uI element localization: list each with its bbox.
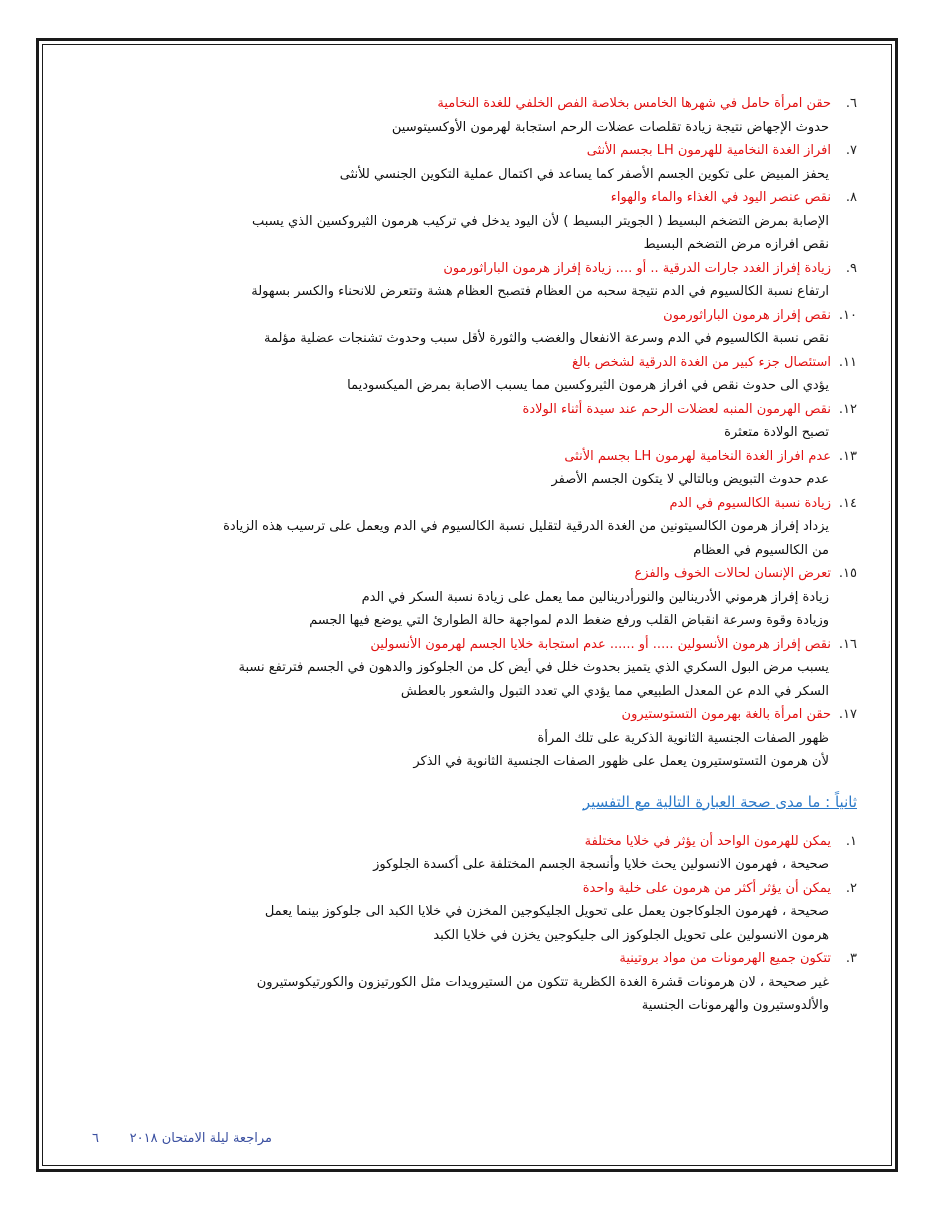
item-question — [92, 139, 857, 163]
answer-line: الإصابة بمرض التضخم البسيط ( الجويتر البسيط ) لأن اليود يدخل في تركيب هرمون الثيروكسين الذي يسبب — [251, 213, 829, 229]
item-question-text: زيادة نسبة الكالسيوم في الدم — [669, 495, 831, 511]
page-footer — [92, 1131, 432, 1151]
answer-line: حدوث الإجهاض نتيجة زيادة تقلصات عضلات الرحم استجابة لهرمون الأوكسيتوسين — [391, 119, 829, 135]
answer-line: يزداد إفراز هرمون الكالسيتونين من الغدة الدرقية لتقليل نسبة الكالسيوم في الدم ويعمل على ترسيب هذه الزيادة — [223, 519, 829, 534]
item-number: ٧. — [845, 143, 857, 158]
list-item — [92, 830, 857, 877]
item-question-text: زيادة إفراز الغدد جارات الدرقية .. أو .... زيادة إفراز هرمون الباراثورمون — [443, 260, 831, 276]
item-answer — [92, 327, 857, 351]
item-question-text: عدم افراز الغدة النخامية لهرمون LH بجسم الأنثى — [564, 448, 831, 464]
item-number: ٦. — [845, 96, 857, 111]
item-number: ١٦. — [838, 636, 857, 652]
item-number: ٣. — [845, 951, 857, 966]
item-answer — [92, 727, 857, 774]
item-number: ١٠. — [838, 307, 857, 323]
item-question — [92, 92, 857, 116]
answer-line: صحيحة ، فهرمون الجلوكاجون يعمل على تحويل الجليكوجين المخزن في خلايا الكبد الى جلوكوز بينما يعمل — [264, 904, 829, 919]
list-item — [92, 492, 857, 563]
list-item — [92, 186, 857, 257]
item-answer — [92, 971, 857, 1018]
item-question — [92, 633, 857, 657]
list-item — [92, 947, 857, 1018]
item-question-text: نقص عنصر اليود في الغذاء والماء والهواء — [610, 190, 831, 205]
item-question — [92, 492, 857, 516]
item-number: ١١. — [838, 354, 857, 370]
list-item — [92, 445, 857, 492]
item-question-text: حقن امرأة حامل في شهرها الخامس بخلاصة الفص الخلفي للغدة النخامية — [437, 96, 831, 111]
item-answer — [92, 421, 857, 445]
item-number: ٢. — [845, 880, 857, 896]
list-item — [92, 703, 857, 774]
answer-line: هرمون الانسولين على تحويل الجلوكوز الى جليكوجين يخزن في خلايا الكبد — [433, 927, 829, 943]
item-question-text: تعرض الإنسان لحالات الخوف والفزع — [634, 566, 831, 581]
answer-line: تصبح الولادة متعثرة — [724, 425, 829, 440]
section-heading-text: ثانياً : ما مدى صحة العبارة التالية مع التفسير — [582, 792, 857, 811]
item-question — [92, 877, 857, 901]
list-item — [92, 92, 857, 139]
item-answer — [92, 468, 857, 492]
item-answer — [92, 900, 857, 947]
item-answer — [92, 163, 857, 187]
answer-line: ظهور الصفات الجنسية الثانوية الذكرية على تلك المرأة — [537, 730, 829, 746]
section-heading — [92, 790, 857, 814]
list-item — [92, 877, 857, 948]
item-question — [92, 562, 857, 586]
page-content — [92, 92, 857, 1018]
list-item — [92, 633, 857, 704]
item-question — [92, 186, 857, 210]
item-question-text: نقص إفراز هرمون الأنسولين ..... أو ...... عدم استجابة خلايا الجسم لهرمون الأنسولين — [370, 636, 831, 652]
item-number: ١٧. — [838, 707, 857, 722]
answer-line: زيادة إفراز هرموني الأدرينالين والنورأدرينالين مما يعمل على زيادة نسبة السكر في الدم — [361, 589, 829, 605]
answer-line: وزيادة وقوة وسرعة انقباض القلب ورفع ضغط الدم لمواجهة حالة الطوارئ التي يوضع فيها الجسم — [309, 613, 829, 628]
answer-line: من الكالسيوم في العظام — [693, 542, 829, 558]
list-item — [92, 351, 857, 398]
item-number: ٩. — [845, 260, 857, 276]
item-question-text: نقص إفراز هرمون الباراثورمون — [663, 307, 831, 323]
list-item — [92, 304, 857, 351]
answer-line: لأن هرمون التستوستيرون يعمل على ظهور الصفات الجنسية الثانوية في الذكر — [413, 754, 829, 769]
item-question — [92, 947, 857, 971]
answer-line: ارتفاع نسبة الكالسيوم في الدم نتيجة سحبه من العظام فتصبح العظام هشة وتتعرض للانحناء والكسر بسهولة — [251, 284, 829, 299]
answer-line: والألدوستيرون والهرمونات الجنسية — [641, 998, 829, 1013]
item-question — [92, 351, 857, 375]
answer-line: نقص نسبة الكالسيوم في الدم وسرعة الانفعال والغضب والثورة لأقل سبب وحدوث تشنجات عضلية مؤلمة — [263, 331, 829, 346]
item-answer — [92, 853, 857, 877]
list-item — [92, 257, 857, 304]
footer-title: مراجعة ليلة الامتحان ٢٠١٨ — [129, 1131, 272, 1146]
item-question — [92, 257, 857, 281]
answer-line: غير صحيحة ، لان هرمونات قشرة الغدة الكظرية تتكون من الستيرويدات مثل الكورتيزون والكورتيكوستيرون — [256, 974, 829, 990]
item-number: ١٥. — [838, 566, 857, 581]
item-question — [92, 398, 857, 422]
page-number: ٦ — [92, 1131, 99, 1146]
item-number: ١٣. — [838, 448, 857, 464]
item-answer — [92, 280, 857, 304]
answer-line: نقص افرازه مرض التضخم البسيط — [643, 237, 829, 252]
effects-list — [92, 92, 857, 774]
item-question-text: حقن امرأة بالغة بهرمون التستوستيرون — [621, 707, 831, 722]
item-answer — [92, 515, 857, 562]
list-item — [92, 139, 857, 186]
list-item — [92, 562, 857, 633]
item-answer — [92, 374, 857, 398]
item-number: ٨. — [845, 190, 857, 205]
item-number: ١. — [845, 833, 857, 849]
list-item — [92, 398, 857, 445]
item-question-text: افراز الغدة النخامية للهرمون LH بجسم الأنثى — [586, 143, 831, 158]
item-question-text: استئصال جزء كبير من الغدة الدرقية لشخص بالغ — [572, 354, 831, 370]
answer-line: يسبب مرض البول السكري الذي يتميز بحدوث خلل في أيض كل من الجلوكوز والدهون في الجسم فترتفع نسبة — [238, 660, 829, 675]
item-question — [92, 703, 857, 727]
item-answer — [92, 116, 857, 140]
item-answer — [92, 586, 857, 633]
answer-line: عدم حدوث التبويض وبالتالي لا يتكون الجسم الأصفر — [551, 472, 829, 487]
item-question-text: يمكن للهرمون الواحد أن يؤثر في خلايا مختلفة — [584, 833, 831, 849]
item-question-text: نقص الهرمون المنبه لعضلات الرحم عند سيدة أثناء الولادة — [522, 401, 831, 417]
answer-line: يحفز المبيض على تكوين الجسم الأصفر كما يساعد في اكتمال عملية التكوين الجنسي للأنثى — [339, 166, 829, 182]
answer-line: صحيحة ، فهرمون الانسولين يحث خلايا وأنسجة الجسم المختلفة على أكسدة الجلوكوز — [373, 857, 829, 872]
item-number: ١٤. — [838, 495, 857, 511]
item-answer — [92, 656, 857, 703]
item-answer — [92, 210, 857, 257]
item-question — [92, 304, 857, 328]
item-question — [92, 445, 857, 469]
item-question-text: يمكن أن يؤثر أكثر من هرمون على خلية واحدة — [582, 880, 831, 896]
true-false-list — [92, 830, 857, 1018]
answer-line: يؤدي الى حدوث نقص في افراز هرمون الثيروكسين مما يسبب الاصابة بمرض الميكسوديما — [347, 378, 829, 393]
item-question — [92, 830, 857, 854]
item-question-text: تتكون جميع الهرمونات من مواد بروتينية — [619, 951, 831, 966]
item-number: ١٢. — [838, 401, 857, 417]
answer-line: السكر في الدم عن المعدل الطبيعي مما يؤدي الي تعدد التبول والشعور بالعطش — [400, 683, 829, 699]
